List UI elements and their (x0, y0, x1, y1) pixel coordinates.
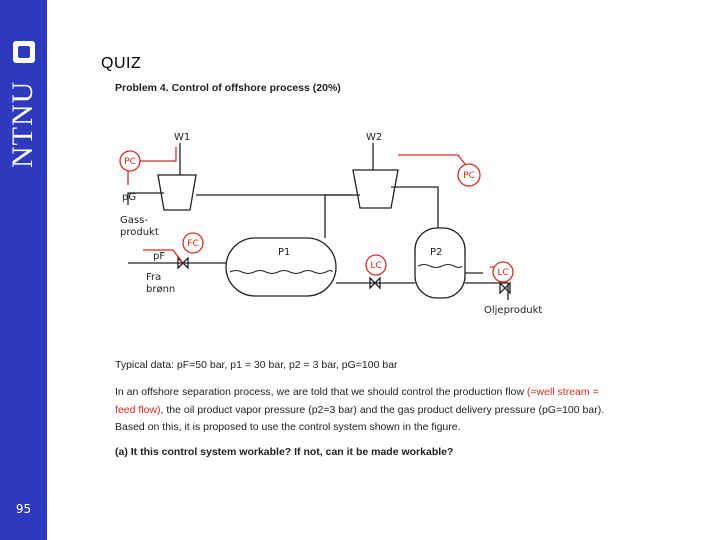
svg-text:P2: P2 (430, 247, 443, 258)
typical-data: Typical data: pF=50 bar, p1 = 30 bar, p2 = 3 bar, pG=100 bar (115, 359, 398, 371)
para-highlight: (=well stream = feed flow) (115, 386, 599, 416)
page-number: 95 (15, 502, 32, 516)
problem-title: Problem 4. Control of offshore process (20%) (115, 82, 341, 94)
separator-2 (415, 228, 465, 298)
problem-description (115, 384, 605, 437)
svg-text:brønn: brønn (146, 284, 176, 295)
svg-text:NTNU: NTNU (6, 80, 39, 168)
compressor-2 (353, 170, 398, 208)
svg-text:LC: LC (497, 268, 509, 278)
svg-text:PC: PC (463, 171, 475, 181)
svg-text:Oljeprodukt: Oljeprodukt (484, 305, 543, 316)
svg-text:produkt: produkt (120, 227, 159, 238)
svg-text:Gass-: Gass- (120, 215, 148, 226)
svg-text:W2: W2 (366, 132, 383, 143)
para-part-2: , the oil product vapor pressure (p2=3 bar) and the gas product delivery pressure (pG=100 bar). Based on this, it is proposed to use the control system shown in the figure. (115, 403, 605, 433)
ntnu-brand-logo (3, 72, 43, 172)
svg-text:FC: FC (187, 239, 199, 249)
svg-text:LC: LC (370, 261, 382, 271)
svg-text:PC: PC (124, 157, 136, 167)
svg-text:W1: W1 (174, 132, 191, 143)
sidebar (0, 0, 47, 540)
svg-text:pG: pG (122, 192, 137, 203)
question-a: (a) It this control system workable? If not, can it be made workable? (115, 446, 454, 458)
svg-text:Fra: Fra (146, 272, 162, 283)
svg-text:P1: P1 (278, 247, 291, 258)
process-diagram (108, 125, 563, 335)
quiz-heading: QUIZ (101, 55, 142, 72)
svg-text:pF: pF (153, 251, 166, 262)
ntnu-logo-icon (12, 40, 36, 64)
para-part-1: In an offshore separation process, we are told that we should control the production flow (115, 386, 527, 398)
